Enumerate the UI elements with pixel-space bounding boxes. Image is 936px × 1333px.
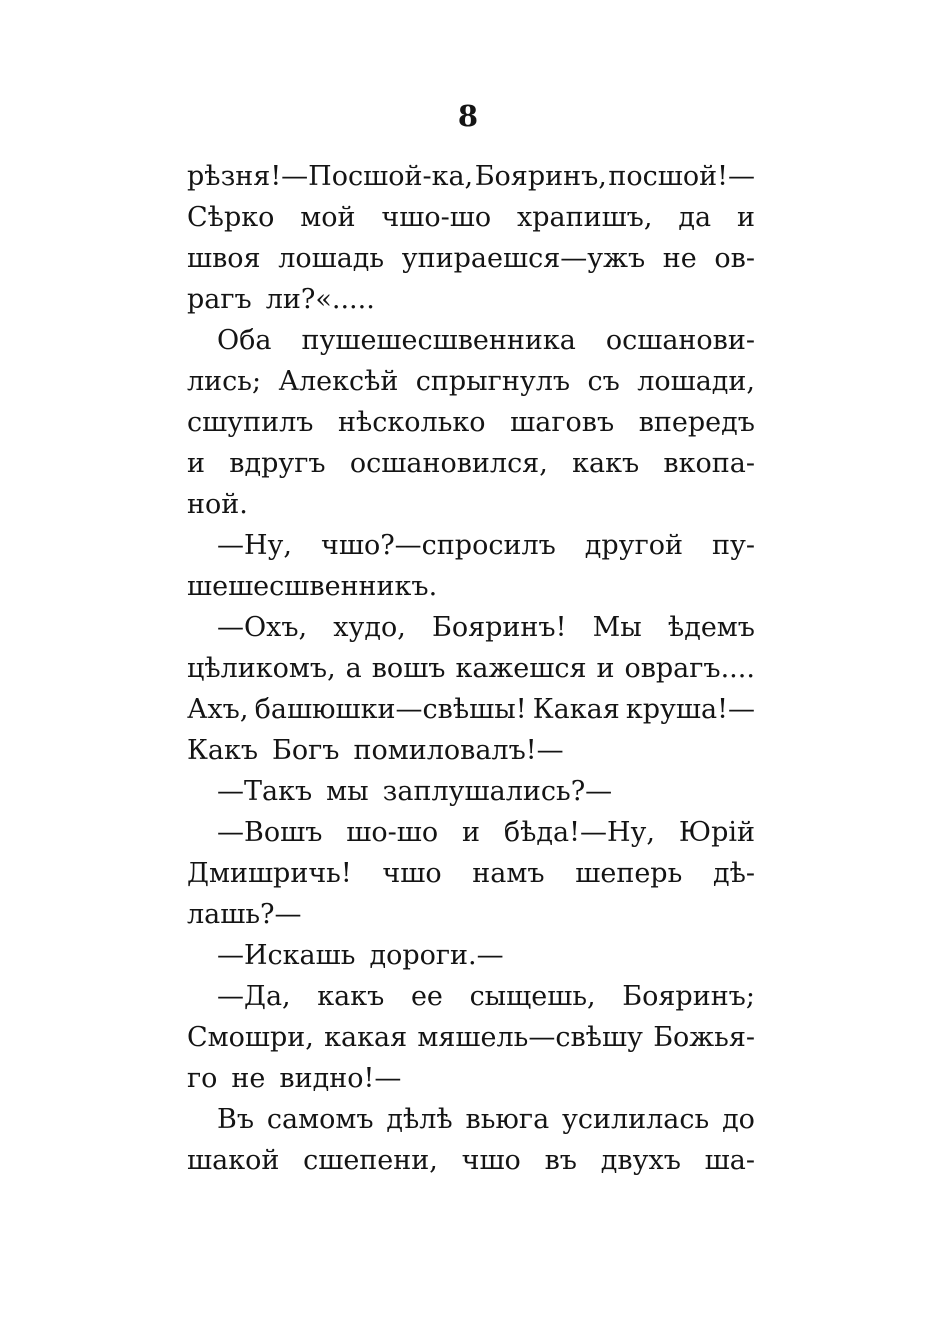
page-number: 8 (457, 99, 479, 133)
word: шаговъ (510, 407, 615, 438)
word: чшо (382, 858, 442, 889)
word: какъ (572, 448, 640, 479)
word: мой (300, 202, 356, 233)
text-line (187, 197, 755, 238)
word: Дмишричь! (187, 858, 352, 889)
word: сыщешь, (469, 981, 596, 1012)
word: спрыгнулъ (415, 366, 571, 397)
word: вдругъ (229, 448, 326, 479)
text-line (187, 730, 755, 771)
word: и (736, 202, 755, 233)
word: лошади, (637, 366, 755, 397)
paragraph (187, 812, 755, 935)
text-line (187, 648, 755, 689)
word: мы (326, 776, 369, 807)
text-line (187, 894, 755, 935)
word: ша- (704, 1145, 755, 1176)
word: вьюга (465, 1104, 550, 1135)
word: и (461, 817, 480, 848)
word: Мы (592, 612, 642, 643)
word: упираешся—ужъ (401, 243, 646, 274)
word: Ахъ, (187, 694, 249, 725)
word: кажешся (455, 653, 587, 684)
text-line (187, 320, 755, 361)
word: сшупилъ (187, 407, 314, 438)
word: рагъ (187, 284, 252, 315)
text-line (187, 1017, 755, 1058)
text-line (187, 156, 755, 197)
word: Богъ (272, 735, 340, 766)
word: шешесшвенникъ. (187, 571, 438, 602)
paragraph (187, 320, 755, 525)
word: рѣзня!—Посшой-ка, (187, 161, 474, 192)
word: оврагъ.... (624, 653, 755, 684)
word: храпишъ, (516, 202, 653, 233)
word: да (678, 202, 712, 233)
word: Юрій (678, 817, 755, 848)
word: ѣдемъ (667, 612, 755, 643)
word: —Охъ, (217, 612, 308, 643)
word: нѣсколько (338, 407, 486, 438)
paragraph (187, 976, 755, 1099)
paragraph (187, 771, 755, 812)
word: цѣликомъ, (187, 653, 336, 684)
word: шакой (187, 1145, 280, 1176)
word: лошадь (278, 243, 385, 274)
body-text (187, 156, 755, 1181)
word: вошъ (371, 653, 446, 684)
word: —Ну, (217, 530, 293, 561)
word: самомъ (266, 1104, 374, 1135)
word: пушешесшвенника (301, 325, 576, 356)
word: Сѣрко (187, 202, 275, 233)
word: въ (544, 1145, 577, 1176)
word: лись; (187, 366, 262, 397)
text-line (187, 853, 755, 894)
word: ее (410, 981, 443, 1012)
paragraph (187, 156, 755, 320)
word: съ (587, 366, 620, 397)
word: видно!— (279, 1063, 402, 1094)
word: пу- (711, 530, 755, 561)
word: ной. (187, 489, 248, 520)
word: дѣлѣ (386, 1104, 453, 1135)
word: не (231, 1063, 266, 1094)
text-line (187, 935, 755, 976)
word: ов- (714, 243, 755, 274)
word: Какая (532, 694, 620, 725)
word: Алексѣй (278, 366, 399, 397)
word: —Такъ (217, 776, 313, 807)
word: до (722, 1104, 755, 1135)
word: Оба (217, 325, 272, 356)
word: чшо-шо (381, 202, 492, 233)
word: другой (584, 530, 683, 561)
word: —Да, (217, 981, 291, 1012)
text-line (187, 812, 755, 853)
text-line (187, 443, 755, 484)
word: Бояринъ, (474, 161, 607, 192)
word: Божья- (653, 1022, 755, 1053)
word: дѣ- (712, 858, 755, 889)
word: круша!— (625, 694, 755, 725)
text-line (187, 607, 755, 648)
word: какая (324, 1022, 408, 1053)
word: впередъ (638, 407, 755, 438)
word: ли?«..... (265, 284, 375, 315)
word: усилилась (562, 1104, 710, 1135)
text-line (187, 238, 755, 279)
word: а (345, 653, 362, 684)
paragraph (187, 607, 755, 771)
word: намъ (472, 858, 545, 889)
text-line (187, 525, 755, 566)
word: и (596, 653, 615, 684)
word: чшо?—спросилъ (321, 530, 556, 561)
word: лашь?— (187, 899, 302, 930)
text-line (187, 1058, 755, 1099)
word: заплушались?— (382, 776, 613, 807)
text-line (187, 279, 755, 320)
word: Смошри, (187, 1022, 314, 1053)
text-line (187, 484, 755, 525)
text-line (187, 976, 755, 1017)
text-line (187, 689, 755, 730)
word: бѣда!—Ну, (503, 817, 655, 848)
text-line (187, 1140, 755, 1181)
word: Бояринъ! (432, 612, 567, 643)
word: какъ (317, 981, 385, 1012)
word: —Вошъ (217, 817, 323, 848)
word: чшо (461, 1145, 521, 1176)
paragraph (187, 1099, 755, 1181)
text-line (187, 402, 755, 443)
word: вкопа- (663, 448, 755, 479)
word: го (187, 1063, 218, 1094)
text-line (187, 771, 755, 812)
word: осшановился, (349, 448, 548, 479)
word: и (187, 448, 205, 479)
word: посшой!— (608, 161, 755, 192)
word: не (662, 243, 697, 274)
word: худо, (333, 612, 406, 643)
word: Какъ (187, 735, 259, 766)
word: шеперь (575, 858, 683, 889)
word: сшепени, (303, 1145, 438, 1176)
text-line (187, 1099, 755, 1140)
word: Въ (217, 1104, 255, 1135)
word: осшанови- (605, 325, 755, 356)
paragraph (187, 935, 755, 976)
word: двухъ (600, 1145, 681, 1176)
word: помиловалъ!— (353, 735, 564, 766)
text-line (187, 566, 755, 607)
word: мяшель—свѣшу (417, 1022, 643, 1053)
word: Бояринъ; (622, 981, 755, 1012)
text-line (187, 361, 755, 402)
word: башюшки—свѣшы! (254, 694, 527, 725)
word: шо-шо (346, 817, 439, 848)
word: дороги.— (369, 940, 504, 971)
word: швоя (187, 243, 261, 274)
paragraph (187, 525, 755, 607)
word: —Искашь (217, 940, 356, 971)
